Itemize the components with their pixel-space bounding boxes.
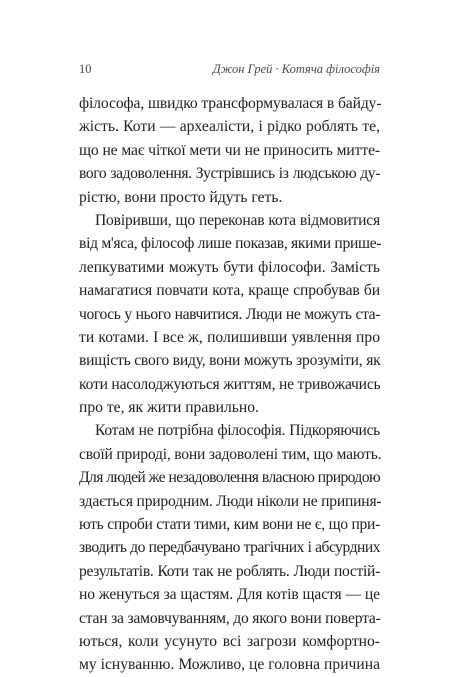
text-line: вищість свого виду, вони можуть зрозуміти, як	[79, 352, 381, 370]
text-line: коти насолоджуються життям, не тривожачись	[79, 375, 381, 393]
text-line: ють спроби стати тими, ким вони не є, що при-	[79, 516, 380, 534]
paragraph-3	[79, 419, 380, 676]
text-line: Повіривши, що переконав кота відмовитися	[95, 211, 380, 229]
paragraph-1	[79, 92, 380, 209]
text-line: чогось у нього навчитися. Люди не можуть ста-	[79, 305, 380, 323]
text-line: від м'яса, філософ лише показав, якими пришe-	[79, 235, 382, 253]
text-line: лепкуватими можуть бути філософи. Замість	[79, 258, 380, 276]
text-line: здається природним. Люди ніколи не припиня-	[79, 492, 382, 510]
text-line: жість. Коти — археалісти, і рідко роблять те,	[79, 118, 380, 136]
text-line: намагатися повчати кота, краще спробував би	[79, 282, 380, 300]
text-line: вого задоволення. Зустрівшись із людською ду-	[79, 165, 380, 183]
text-line: ються, коли усунуто всі загрози комфортно-	[79, 632, 380, 650]
text-line: стан за замовчуванням, до якого вони поверта-	[79, 609, 381, 627]
text-line: що не має чіткої мети чи не приносить митте-	[79, 141, 380, 159]
text-line: своїй природі, вони задоволені тим, що мають.	[79, 445, 382, 463]
text-line: рістю, вони просто йдуть геть.	[79, 188, 283, 206]
text-line: Котам не потрібна філософія. Підкоряючись	[95, 422, 380, 440]
page-number: 10	[79, 62, 92, 76]
text-line: Для людей же незадоволення власною природою	[79, 469, 380, 487]
text-line: результатів. Коти так не роблять. Люди постій-	[79, 562, 380, 580]
running-head: Джон Грей · Котяча філософія	[212, 62, 380, 76]
text-line: зводить до передбачувано трагічних і абсурдних	[79, 539, 380, 557]
text-line: му існуванню. Можливо, це головна причина	[79, 656, 380, 674]
text-line: про те, як жити правильно.	[79, 399, 259, 417]
body-text	[79, 92, 380, 677]
paragraph-2	[79, 209, 380, 420]
page-header	[79, 62, 380, 78]
text-line: ти котами. І все ж, полишивши уявлення про	[79, 328, 380, 346]
text-line: но женуться за щастям. Для котів щастя — це	[79, 586, 380, 604]
text-line: філософа, швидко трансформувалася в байду-	[79, 95, 382, 112]
